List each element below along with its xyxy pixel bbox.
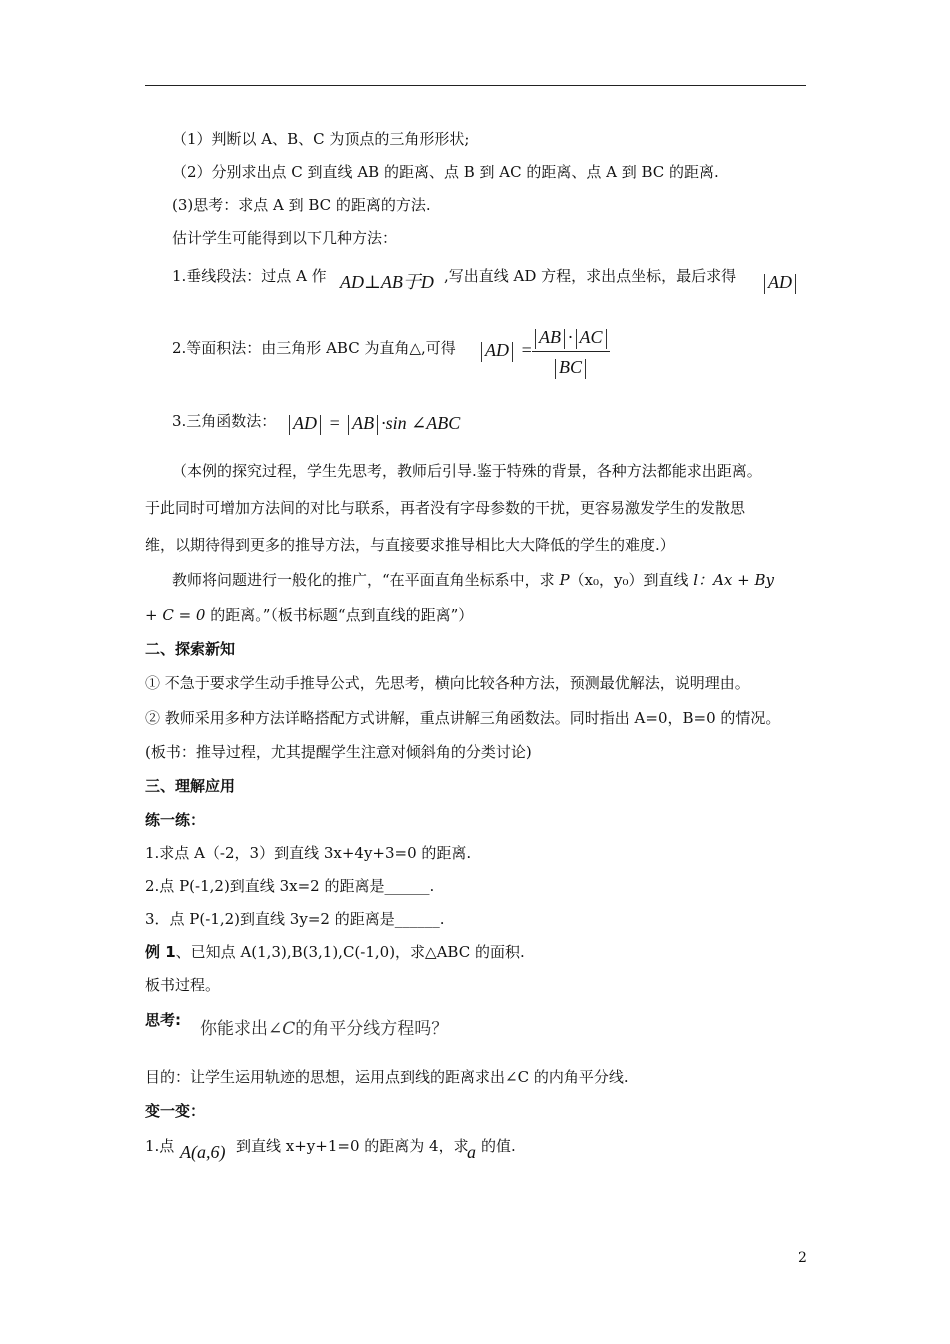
- point-coords: （x₀，y₀）到直线: [569, 571, 694, 589]
- blackboard-title: 的距离。”（板书标题“点到直线的距离”）: [205, 606, 474, 624]
- method-2-lhs: AD =: [478, 340, 533, 362]
- line-eq-part1: ：Ax + By: [698, 571, 774, 589]
- ab-symbol: AB: [352, 413, 375, 433]
- method-1-formula: AD⊥AB于D: [340, 272, 434, 292]
- think-question: [200, 1019, 448, 1039]
- method-3-formula: AD = AB ·sin ∠ABC: [286, 413, 460, 435]
- explore-item-1: ① 不急于要求学生动手推导公式，先思考，横向比较各种方法，预测最优解法，说明理由。: [145, 674, 750, 692]
- remark-line-2: 于此同时可增加方法间的对比与联系，再者没有字母参数的干扰，更容易激发学生的发散思: [145, 499, 746, 517]
- line-eq-part2: + C = 0: [145, 606, 206, 624]
- question-1: （1）判断以 A、B、C 为顶点的三角形形状;: [172, 130, 470, 148]
- practice-3: 3．点 P(-1,2)到直线 3y=2 的距离是______.: [145, 910, 445, 928]
- method-2-denominator: [552, 357, 589, 379]
- remark-line-3: 维，以期待得到更多的推导方法，与直接要求推导相比大大降低的学生的难度.）: [145, 536, 675, 554]
- method-1-rest: ,写出直线 AD 方程，求出点坐标，最后求得: [444, 267, 737, 285]
- explore-item-2: ② 教师采用多种方法详略搭配方式讲解，重点讲解三角函数法。同时指出 A=0，B=0 的情况。: [145, 709, 781, 727]
- think-label: 思考:: [145, 1011, 181, 1029]
- point-p: P: [559, 571, 570, 589]
- bc-symbol: BC: [559, 357, 583, 377]
- generalization-line-1: [172, 570, 774, 590]
- sin-text: ·sin: [381, 413, 407, 433]
- think-text-end: 的角平分线方程吗？: [295, 1019, 449, 1039]
- method-3-text: 3.三角函数法：: [172, 412, 277, 430]
- ab-symbol: AB: [539, 327, 561, 347]
- explore-note: (板书：推导过程，尤其提醒学生注意对倾斜角的分类讨论): [145, 743, 532, 761]
- blackboard-process: 板书过程。: [145, 976, 221, 994]
- angle-abc: ∠ABC: [411, 413, 461, 433]
- question-3: (3)思考：求点 A 到 BC 的距离的方法.: [172, 196, 431, 214]
- header-rule: [145, 85, 806, 86]
- variation-1-a: a: [467, 1142, 476, 1162]
- example-label: 例 1: [145, 943, 176, 961]
- section-heading-2: 二、探索新知: [145, 640, 236, 658]
- generalization-line-2: [145, 605, 473, 625]
- generalization-text: 教师将问题进行一般化的推广，“在平面直角坐标系中，求: [172, 571, 560, 589]
- method-1-text: 1.垂线段法：过点 A 作: [172, 267, 327, 285]
- question-2: （2）分别求出点 C 到直线 AB 的距离、点 B 到 AC 的距离、点 A 到 BC 的距离.: [172, 163, 719, 181]
- method-1-result: [761, 272, 799, 294]
- example-text: 、已知点 A(1,3),B(3,1),C(-1,0)，求△ABC 的面积.: [175, 943, 525, 961]
- think-text: 你能求出: [200, 1019, 268, 1039]
- practice-1: 1.求点 A（-2，3）到直线 3x+4y+3=0 的距离.: [145, 844, 472, 862]
- estimate-line: 估计学生可能得到以下几种方法：: [172, 229, 398, 247]
- section-heading-3: 三、理解应用: [145, 777, 236, 795]
- ad-symbol: AD: [768, 272, 792, 292]
- angle-c: ∠C: [268, 1019, 296, 1039]
- line-l: l: [693, 571, 699, 589]
- ac-symbol: AC: [579, 327, 603, 347]
- method-1: [172, 266, 327, 286]
- remark-line-1: （本例的探究过程，学生先思考，教师后引导.鉴于特殊的背景，各种方法都能求出距离。: [172, 462, 762, 480]
- variation-1-start: 1.点: [145, 1137, 175, 1155]
- method-2-numerator: AB · AC: [532, 327, 610, 349]
- fraction-line: [532, 351, 610, 352]
- variation-heading: 变一变：: [145, 1102, 206, 1120]
- variation-1-point: A(a,6): [180, 1142, 226, 1162]
- ad-symbol: AD: [485, 340, 509, 360]
- ad-symbol: AD: [293, 413, 317, 433]
- variation-1-end: 的值.: [481, 1137, 516, 1155]
- example-1: [145, 942, 525, 962]
- variation-1-mid: 到直线 x+y+1=0 的距离为 4，求: [236, 1137, 469, 1155]
- page-number: 2: [798, 1250, 807, 1266]
- practice-heading: 练一练：: [145, 811, 206, 829]
- purpose-line: 目的：让学生运用轨迹的思想，运用点到线的距离求出∠C 的内角平分线.: [145, 1068, 629, 1086]
- practice-2: 2.点 P(-1,2)到直线 3x=2 的距离是______.: [145, 877, 435, 895]
- method-2-text: 2.等面积法：由三角形 ABC 为直角△,可得: [172, 339, 456, 357]
